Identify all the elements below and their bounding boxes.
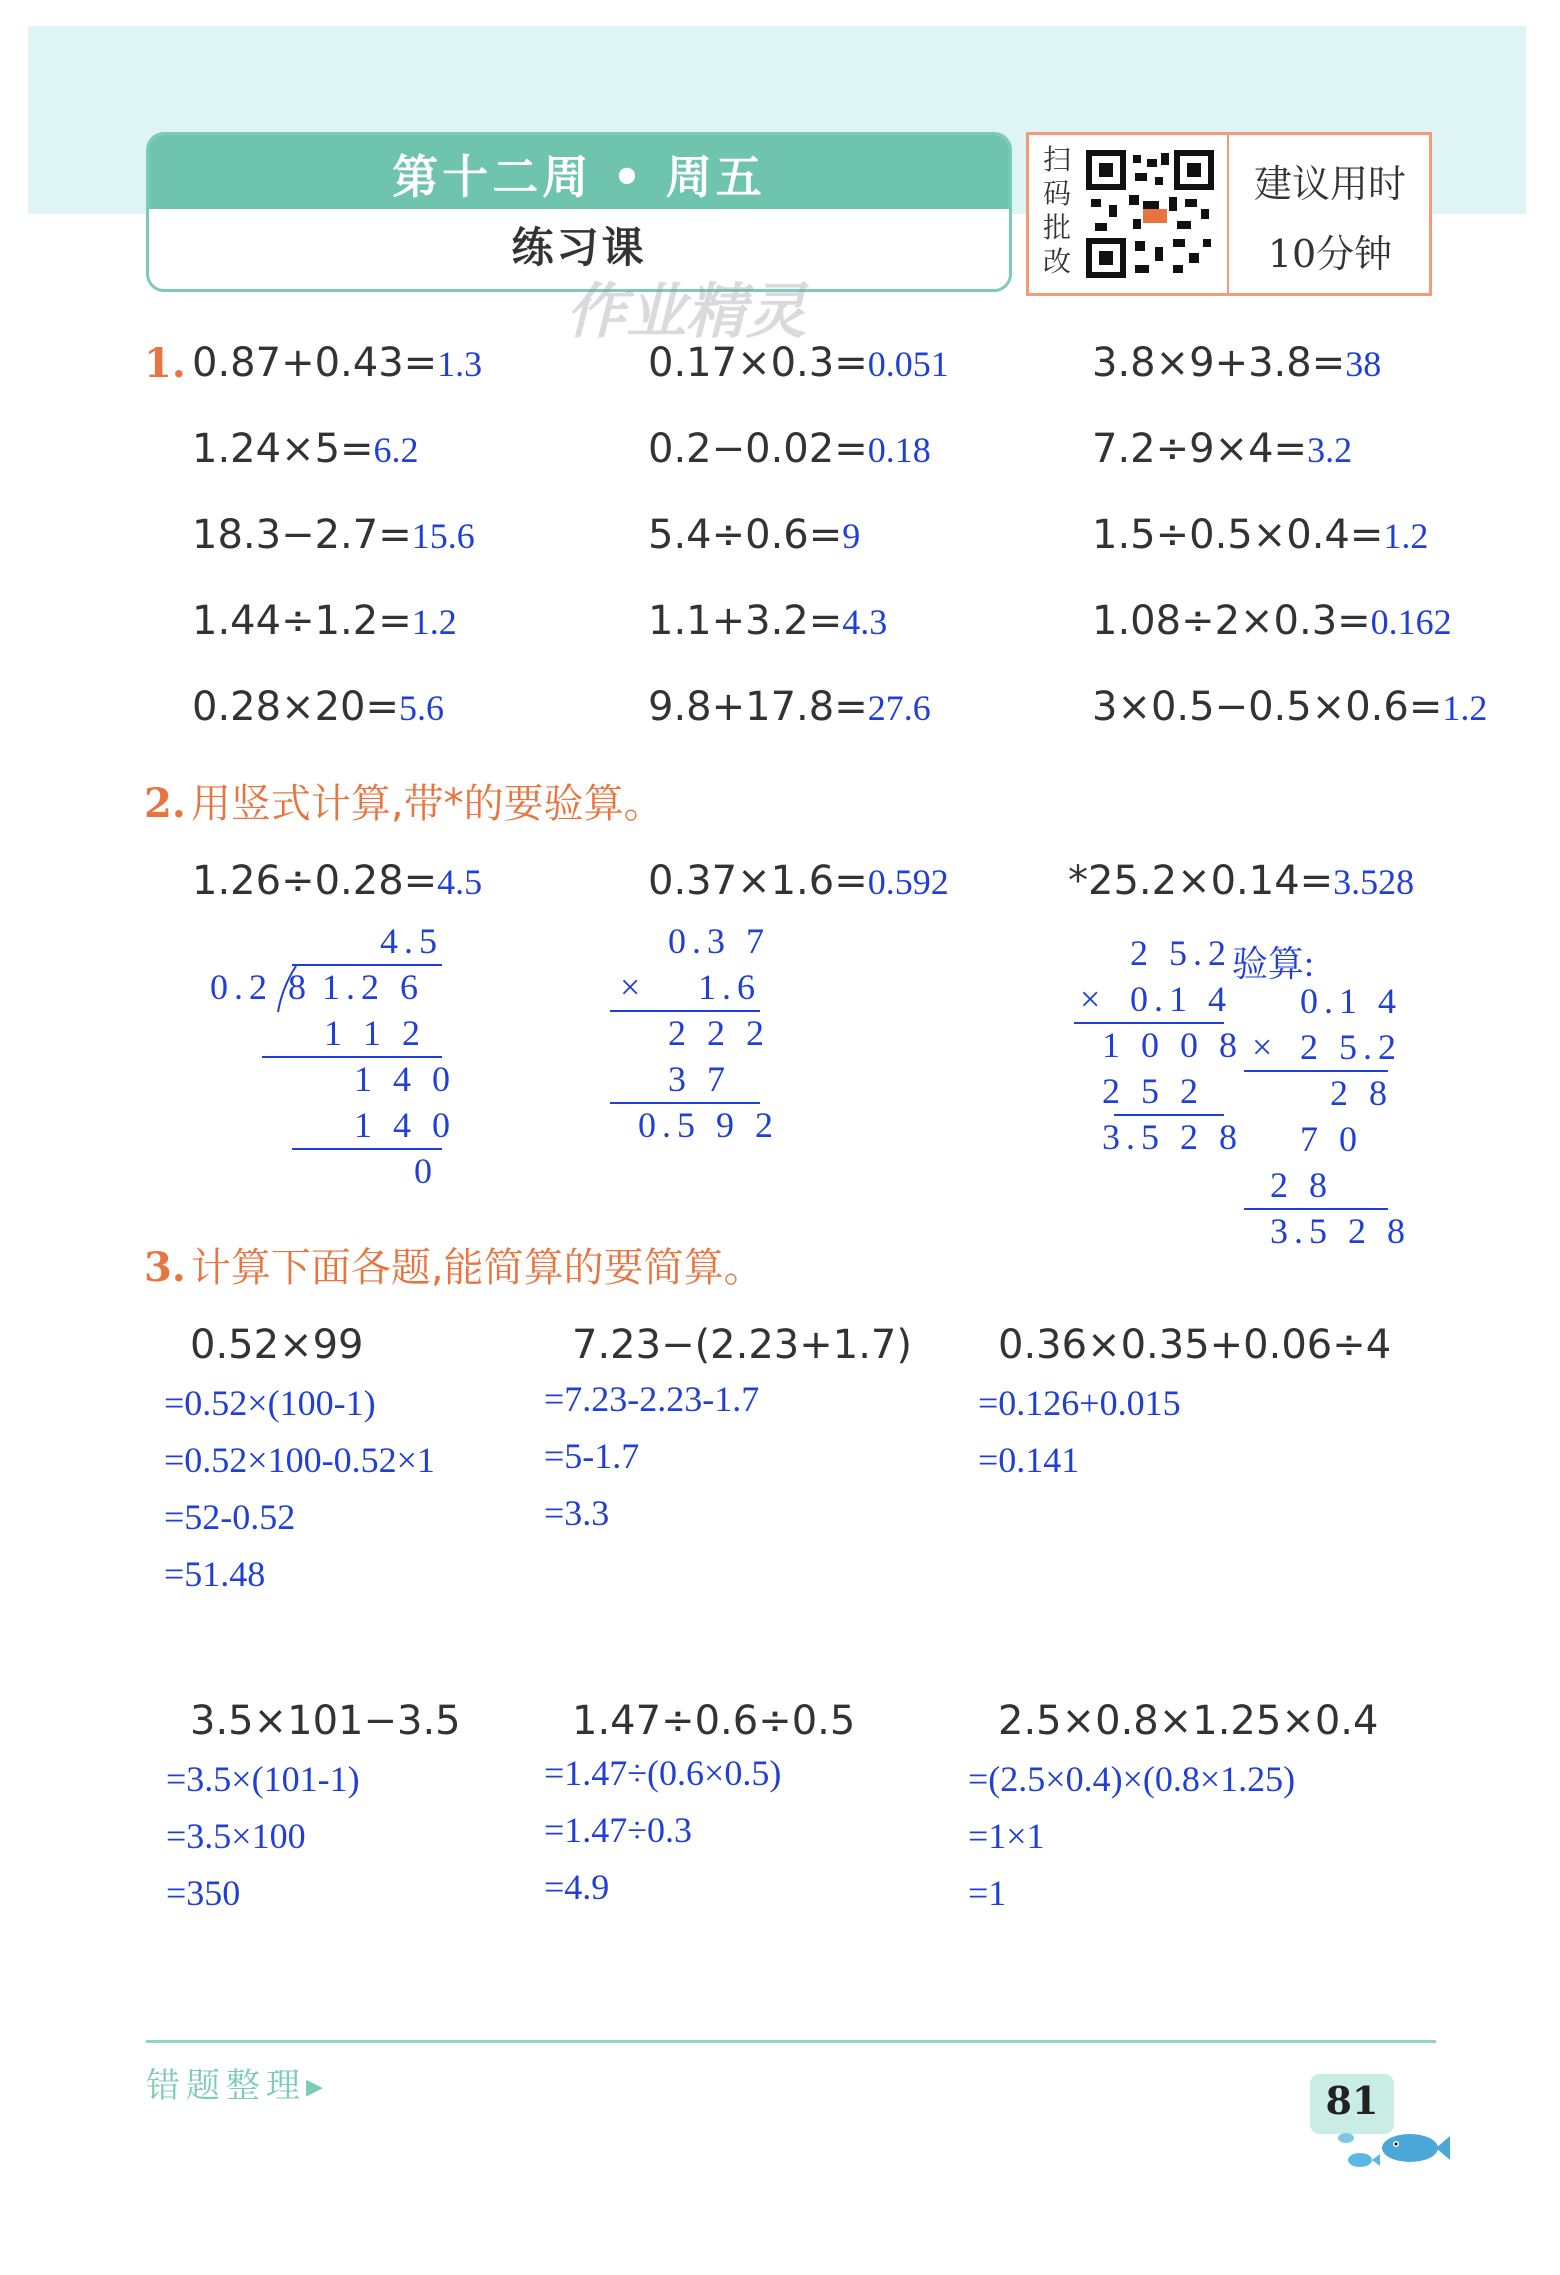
q3-problem: 7.23−(2.23+1.7) <box>572 1322 912 1368</box>
q1-answer: 27.6 <box>867 688 931 728</box>
q3-steps: =7.23-2.23-1.7 =5-1.7 =3.3 <box>544 1379 760 1533</box>
q1-answer: 0.18 <box>867 430 931 470</box>
q3-steps: =1.47÷(0.6×0.5) =1.47÷0.3 =4.9 <box>544 1753 782 1907</box>
qr-code-icon[interactable] <box>1085 149 1215 279</box>
q2-title: 用竖式计算,带*的要验算。 <box>190 781 664 827</box>
q1-expr: 18.3−2.7= <box>192 512 412 558</box>
watermark: 作业精灵 <box>566 277 806 347</box>
q2-problem-2: 0.37×1.6=0.592 <box>648 858 949 904</box>
q3-steps: =3.5×(101-1) =3.5×100 =350 <box>166 1759 360 1913</box>
qr-label: 扫 码 批 改 <box>1043 143 1072 278</box>
q2-problem-3: *25.2×0.14=3.528 <box>1068 858 1415 904</box>
page-number: 81 <box>1325 2078 1379 2123</box>
q1-answer: 0.162 <box>1370 602 1452 642</box>
q3-problem: 2.5×0.8×1.25×0.4 <box>998 1698 1379 1744</box>
q1-expr: 1.24×5= <box>192 426 374 472</box>
qr-divider <box>1227 135 1229 293</box>
lesson-subtitle: 练习课 <box>511 223 647 272</box>
q1-answer: 15.6 <box>411 516 475 556</box>
q1-answer: 5.6 <box>399 688 444 728</box>
q1-answer: 38 <box>1345 344 1382 384</box>
q1-expr: 5.4÷0.6= <box>648 512 843 558</box>
qr-panel <box>1026 132 1432 296</box>
lesson-week-title: 第十二周 • 周五 <box>392 150 766 204</box>
check-label: 验算: <box>1232 944 1315 984</box>
q1-expr: 3×0.5−0.5×0.6= <box>1092 684 1443 730</box>
q3-title: 计算下面各题,能简算的要简算。 <box>190 1245 764 1291</box>
q3-steps: =(2.5×0.4)×(0.8×1.25) =1×1 =1 <box>968 1759 1296 1913</box>
q1-answer: 1.2 <box>411 602 457 642</box>
q1-answer: 6.2 <box>373 430 419 470</box>
q3-steps: =0.126+0.015 =0.141 <box>978 1383 1181 1480</box>
q3-problem: 1.47÷0.6÷0.5 <box>572 1698 856 1744</box>
q1-expr: 0.87+0.43= <box>192 340 438 386</box>
q1-answer: 1.3 <box>437 344 483 384</box>
q1-answer: 1.2 <box>1383 516 1429 556</box>
mistake-review-label: 错题整理▸ <box>146 2066 330 2106</box>
q1-expr: 1.1+3.2= <box>648 598 843 644</box>
suggested-time-value: 10分钟 <box>1267 232 1393 276</box>
q3-problem: 0.52×99 <box>190 1322 364 1368</box>
suggested-time-label: 建议用时 <box>1253 162 1406 206</box>
q1-answer: 3.2 <box>1307 430 1353 470</box>
footer-divider <box>146 2040 1436 2043</box>
fish-icon <box>1330 2118 1450 2178</box>
q3-number: 3. <box>144 1244 186 1291</box>
q1-expr: 1.44÷1.2= <box>192 598 412 644</box>
q1-answer: 9 <box>842 516 861 556</box>
q1-expr: 9.8+17.8= <box>648 684 868 730</box>
q1-expr: 0.17×0.3= <box>648 340 868 386</box>
q2-number: 2. <box>144 780 186 827</box>
q1-expr: 1.5÷0.5×0.4= <box>1092 512 1384 558</box>
q2-problem-1: 1.26÷0.28=4.5 <box>192 858 483 904</box>
q1-expr: 1.08÷2×0.3= <box>1092 598 1371 644</box>
q1-expr: 7.2÷9×4= <box>1092 426 1308 472</box>
q3-steps: =0.52×(100-1) =0.52×100-0.52×1 =52-0.52 =51.48 <box>164 1383 435 1594</box>
q3-problem: 3.5×101−3.5 <box>190 1698 461 1744</box>
q1-answer: 1.2 <box>1442 688 1488 728</box>
q1-expr: 0.2−0.02= <box>648 426 868 472</box>
q1-answer: 4.3 <box>842 602 888 642</box>
q1-expr: 3.8×9+3.8= <box>1092 340 1346 386</box>
q1-number: 1. <box>144 340 186 387</box>
q1-answer: 0.051 <box>867 344 949 384</box>
q2-heading <box>144 772 664 829</box>
q3-heading <box>144 1236 764 1293</box>
q3-problem: 0.36×0.35+0.06÷4 <box>998 1322 1392 1368</box>
q1-expr: 0.28×20= <box>192 684 399 730</box>
